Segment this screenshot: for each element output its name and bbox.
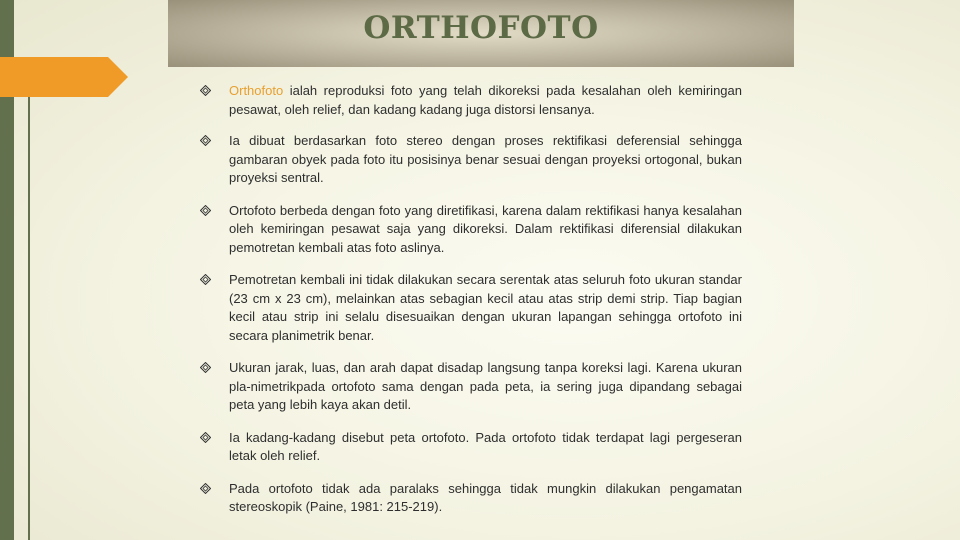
item-text: Ukuran jarak, luas, dan arah dapat disadap langsung tanpa koreksi lagi. Karena ukuran pla-nimetrikpada ortofoto sama dengan pada peta, ia sering juga dipandang sebagai peta yang lebih kaya akan detil. [229, 360, 742, 412]
diamond-outline-icon [200, 432, 211, 443]
diamond-outline-icon [200, 362, 211, 373]
item-text: ialah reproduksi foto yang telah dikoreksi pada kesalahan oleh kemiringan pesawat, oleh relief, dan kadang kadang juga distorsi lensanya. [229, 83, 742, 117]
item-text: Ortofoto berbeda dengan foto yang diretifikasi, karena dalam rektifikasi hanya kesalahan oleh kemiringan pesawat saja yang dikoreksi. Dalam rektifikasi diferensial dilakukan pemotretan kembali atas foto aslinya. [229, 202, 742, 255]
item-text: Pemotretan kembali ini tidak dilakukan secara serentak atas seluruh foto ukuran standar (23 cm x 23 cm), melainkan atas sebagian kecil atau atas strip demi strip. Tiap bagian kecil atau strip ini selalu disesuaikan dengan ukuran lapangan sehingga ortofoto ini secara planimetrik benar. [229, 272, 742, 343]
list-item [200, 132, 742, 188]
list-item [200, 429, 742, 466]
slide-title: ORTHOFOTO [363, 10, 599, 46]
item-text: Ia kadang-kadang disebut peta ortofoto. Pada ortofoto tidak terdapat lagi pergeseran letak oleh relief. [229, 429, 742, 463]
item-text: Pada ortofoto tidak ada paralaks sehingga tidak mungkin dilakukan pengamatan stereoskopik (Paine, 1981: 215-219). [229, 480, 742, 514]
list-item [200, 271, 742, 345]
list-item [200, 480, 742, 517]
list-item [200, 82, 742, 119]
bullet-list [200, 82, 742, 517]
left-accent-line [28, 95, 30, 540]
diamond-outline-icon [200, 135, 211, 146]
list-item [200, 359, 742, 415]
diamond-outline-icon [200, 205, 211, 216]
diamond-outline-icon [200, 85, 211, 96]
item-text: Ia dibuat berdasarkan foto stereo dengan proses rektifikasi deferensial sehingga gambaran obyek pada foto itu posisinya benar sesuai dengan proyeksi ortogonal, bukan proyeksi sentral. [229, 133, 742, 185]
diamond-outline-icon [200, 274, 211, 285]
list-item [200, 202, 742, 258]
diamond-outline-icon [200, 483, 211, 494]
highlight-term: Orthofoto [229, 83, 284, 98]
